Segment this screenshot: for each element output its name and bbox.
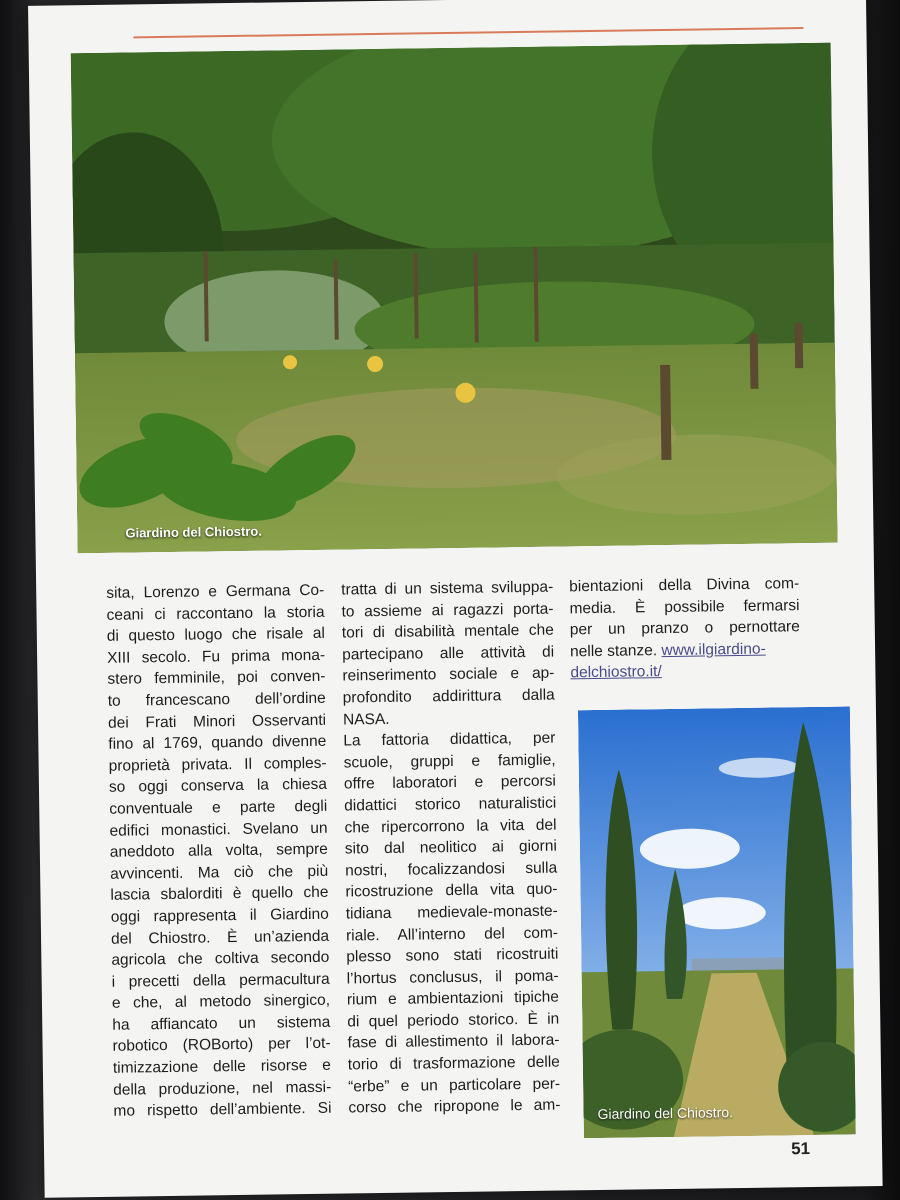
text-line: sito dal neolitico ai giorni	[344, 837, 557, 858]
cypress-photo	[578, 706, 856, 1138]
text-line	[570, 660, 800, 685]
text-line: dei Frati Minori Osservanti	[107, 711, 327, 732]
cypress-photo-caption: Giardino del Chiostro.	[597, 1104, 734, 1123]
text-line: ha affiancato un sistema	[112, 1013, 331, 1034]
text-line: lascia sbalorditi è quello che	[110, 884, 329, 905]
text-line: reinserimento sociale e ap-	[342, 664, 555, 685]
text-line: “erbe” e un particolare per-	[348, 1075, 561, 1096]
text-line: profondito addirittura dalla	[342, 686, 555, 707]
text-line: proprietà privata. Il comples-	[108, 754, 327, 775]
text-line: La fattoria didattica, per	[343, 729, 556, 750]
text-line: della produzione, nel massi-	[113, 1078, 332, 1099]
text-line: nostri, focalizzandosi sulla	[345, 859, 558, 880]
text-line: tori di disabilità mentale che	[341, 621, 554, 642]
text-line: avvincenti. Ma ciò che più	[110, 862, 329, 883]
text-line: plesso sono stati ricostruiti	[346, 945, 559, 966]
magazine-page[interactable]	[28, 0, 883, 1198]
text-line: to francescano dell’ordine	[107, 689, 326, 710]
text-fragment: nelle stanze.	[569, 641, 658, 661]
text-line: per un pranzo o pernottare	[569, 618, 800, 639]
text-line: corso che ripropone le am-	[348, 1096, 561, 1117]
text-line: didattici storico naturalistici	[344, 794, 557, 815]
text-line: sita, Lorenzo e Germana Co-	[106, 581, 325, 602]
text-line: i precetti della permacultura	[111, 970, 330, 991]
top-rule	[133, 27, 803, 38]
text-line: XIII secolo. Fu prima mona-	[107, 646, 326, 667]
article-column-1	[106, 580, 332, 1123]
text-line: fase di allestimento il labora-	[347, 1031, 560, 1052]
text-line: scuole, gruppi e famiglie,	[343, 751, 556, 772]
text-line: stero femminile, poi conven-	[107, 668, 326, 689]
text-line: media. È possibile fermarsi	[569, 596, 800, 617]
text-line: aneddoto alla volta, sempre	[109, 840, 328, 861]
text-line: ceani ci raccontano la storia	[106, 603, 325, 624]
text-line: che ripercorrono la vita del	[344, 816, 557, 837]
page-number: 51	[791, 1139, 811, 1159]
garden-photo	[71, 43, 838, 554]
text-line: agricola che coltiva secondo	[111, 948, 330, 969]
text-line: del Chiostro. È un’azienda	[110, 927, 330, 948]
text-line: to assieme ai ragazzi porta-	[341, 600, 554, 621]
text-line: ricostruzione della vita quo-	[345, 880, 558, 901]
text-line: robotico (ROBorto) per l’ot-	[112, 1035, 331, 1056]
text-line: offre laboratori e percorsi	[343, 772, 557, 793]
text-line: e che, al metodo sinergico,	[111, 992, 331, 1013]
garden-photo-image	[71, 43, 838, 554]
text-line: conventuale e parte degli	[109, 797, 328, 818]
website-link-continued[interactable]: delchiostro.it/	[570, 663, 662, 682]
article-column-2	[341, 577, 561, 1120]
text-line: fino al 1769, quando divenne	[108, 732, 327, 753]
text-line: edifici monastici. Svelano un	[109, 819, 328, 840]
website-link[interactable]: www.ilgiardino-	[661, 640, 766, 659]
text-line: tratta di un sistema sviluppa-	[341, 578, 554, 599]
text-line: tidiana medievale-monaste-	[345, 902, 558, 923]
text-line	[570, 638, 800, 663]
text-line: bientazioni della Divina com-	[569, 575, 800, 596]
garden-photo-caption: Giardino del Chiostro.	[125, 523, 263, 541]
text-line: partecipano alle attività di	[342, 643, 555, 664]
text-line: mo rispetto dell’ambiente. Si	[113, 1099, 332, 1121]
text-line: rium e ambientazioni tipiche	[346, 988, 560, 1009]
text-line: di questo luogo che risale al	[106, 624, 325, 645]
text-line: di quel periodo storico. È in	[347, 1010, 560, 1031]
text-line: l’hortus conclusus, il poma-	[346, 967, 559, 988]
cypress-photo-image	[578, 706, 856, 1138]
text-line: riale. All’interno del com-	[345, 924, 559, 944]
text-line: NASA.	[342, 710, 390, 729]
text-line: so oggi conserva la chiesa	[108, 776, 328, 797]
text-line: oggi rappresenta il Giardino	[110, 905, 329, 926]
text-line: torio di trasformazione delle	[347, 1053, 560, 1074]
article-column-3	[569, 573, 800, 684]
text-line: timizzazione delle risorse e	[112, 1056, 331, 1077]
